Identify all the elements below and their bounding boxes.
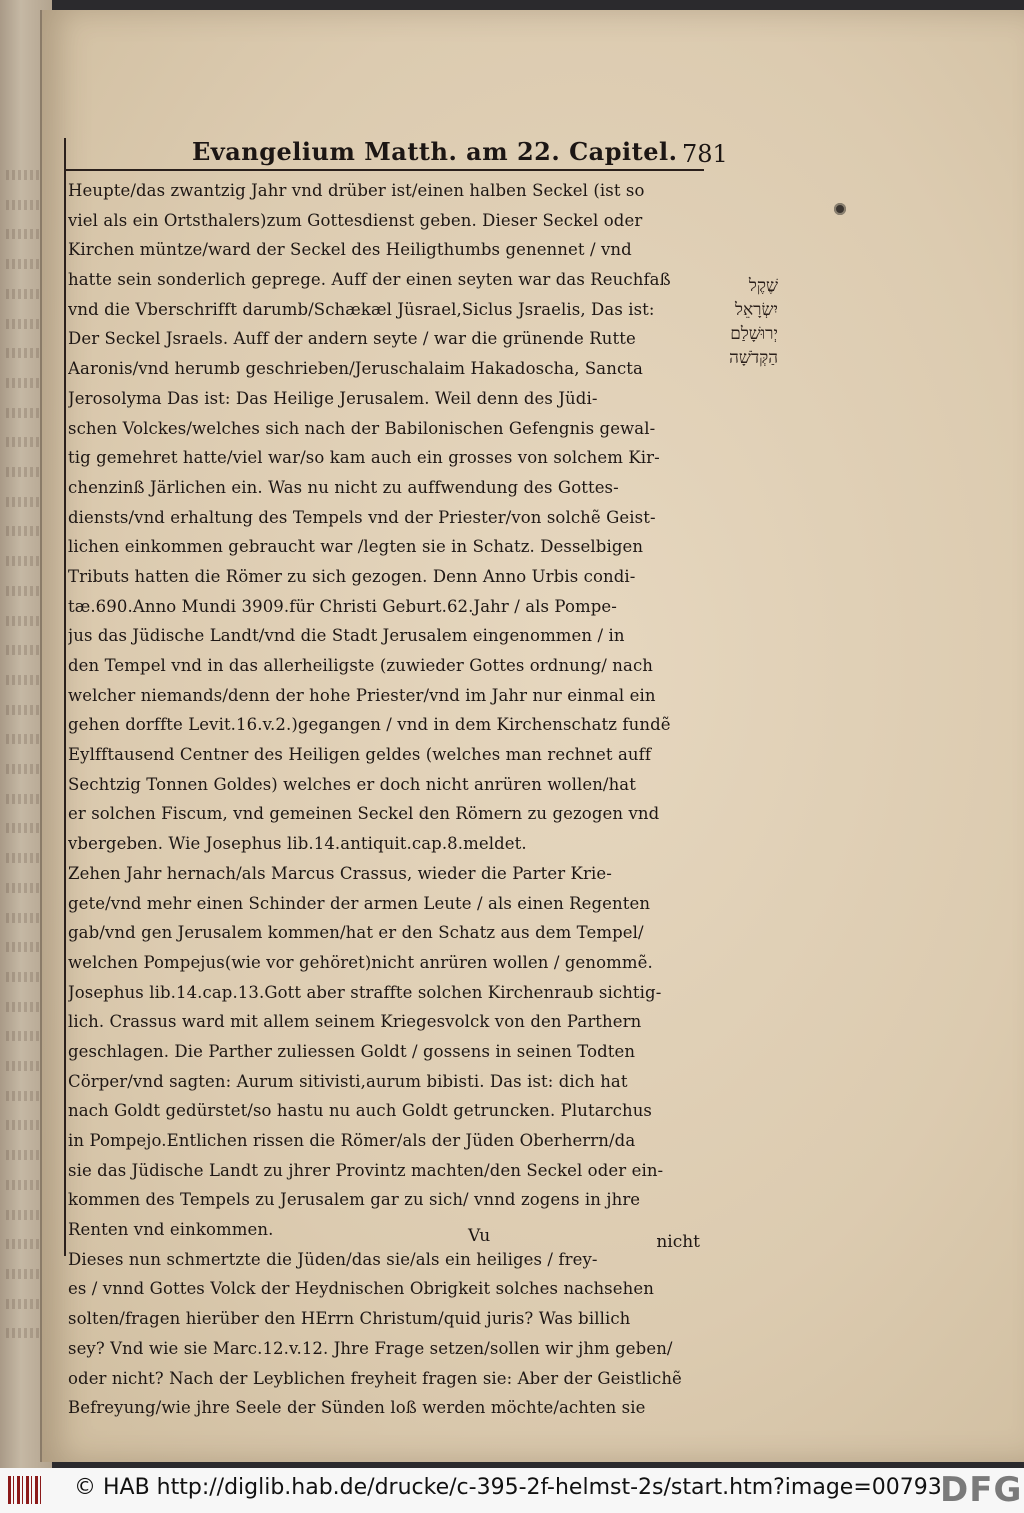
text-line: oder nicht? Nach der Leyblichen freyheit fragen sie: Aber der Geistlichẽ <box>68 1368 682 1388</box>
text-line: welchen Pompejus(wie vor gehöret)nicht anrüren wollen / genommẽ. <box>68 952 653 972</box>
book-page <box>40 10 1024 1462</box>
text-line: hatte sein sonderlich geprege. Auff der einen seyten war das Reuchfaß <box>68 270 671 290</box>
text-line: er solchen Fiscum, vnd gemeinen Seckel den Römern zu gezogen vnd <box>68 804 660 824</box>
text-line: Befreyung/wie jhre Seele der Sünden loß werden möchte/achten sie <box>68 1398 646 1418</box>
text-line: vbergeben. Wie Josephus lib.14.antiquit.cap.8.meldet. <box>68 834 527 854</box>
hebrew-word: הַקְּדֹשָׁה <box>729 348 778 368</box>
catchword: nicht <box>656 1232 700 1252</box>
text-line: viel als ein Ortsthalers)zum Gottesdienst geben. Dieser Seckel oder <box>68 210 643 230</box>
library-barcode-icon <box>8 1476 44 1504</box>
text-line: diensts/vnd erhaltung des Tempels vnd der Priester/von solchẽ Geist- <box>68 507 656 527</box>
text-line: Jerosolyma Das ist: Das Heilige Jerusalem. Weil denn des Jüdi- <box>68 388 598 408</box>
text-line: den Tempel vnd in das allerheiligste (zuwieder Gottes ordnung/ nach <box>68 656 654 675</box>
text-line: tæ.690.Anno Mundi 3909.für Christi Geburt.62.Jahr / als Pompe- <box>68 596 617 616</box>
text-line: Tributs hatten die Römer zu sich gezogen. Denn Anno Urbis condi- <box>68 566 636 586</box>
text-line: solten/fragen hierüber den HErrn Christum/quid juris? Was billich <box>68 1309 631 1329</box>
text-line: Der Seckel Jsraels. Auff der andern seyte / war die grünende Rutte <box>68 329 636 349</box>
text-line: tig gemehret hatte/viel war/so kam auch ein grosses von solchem Kir- <box>68 448 660 468</box>
text-line: kommen des Tempels zu Jerusalem gar zu sich/ vnnd zogens in jhre <box>68 1190 641 1210</box>
text-line: Dieses nun schmertzte die Jüden/das sie/als ein heiliges / frey- <box>68 1249 598 1269</box>
text-line: vnd die Vberschrifft darumb/Schækæl Jüsrael,Siclus Jsraelis, Das ist: <box>68 299 655 319</box>
text-line: in Pompejo.Entlichen rissen die Römer/als der Jüden Oberherrn/da <box>68 1131 636 1150</box>
hebrew-word: שֶׁקֶל <box>748 276 778 296</box>
hebrew-word: יְרוּשָׁלַם <box>730 324 778 344</box>
text-line: nach Goldt gedürstet/so hastu nu auch Goldt getruncken. Plutarchus <box>68 1101 652 1121</box>
running-head: Evangelium Matth. am 22. Capitel. <box>192 137 678 166</box>
text-line: lichen einkommen gebraucht war /legten sie in Schatz. Desselbigen <box>68 537 644 557</box>
text-line: welcher niemands/denn der hohe Priester/vnd im Jahr nur einmal ein <box>68 685 656 705</box>
text-line: lich. Crassus ward mit allem seinem Kriegesvolck von den Parthern <box>68 1012 642 1032</box>
text-line: Josephus lib.14.cap.13.Gott aber straffte solchen Kirchenraub sichtig- <box>68 982 662 1002</box>
source-url-text[interactable]: © HAB http://diglib.hab.de/drucke/c-395-2f-helmst-2s/start.htm?image=00793 <box>74 1475 942 1500</box>
vertical-rule <box>64 138 66 1256</box>
page-number: 781 <box>682 140 728 168</box>
text-line: jus das Jüdische Landt/vnd die Stadt Jerusalem eingenommen / in <box>68 626 625 646</box>
text-line: Renten vnd einkommen. <box>68 1220 274 1240</box>
dfg-logo: DFG <box>940 1470 1023 1510</box>
hebrew-word: יִשְׂרָאֵל <box>735 300 778 320</box>
text-line: gab/vnd gen Jerusalem kommen/hat er den Schatz aus dem Tempel/ <box>68 923 644 943</box>
text-line: geschlagen. Die Parther zuliessen Goldt / gossens in seinen Todten <box>68 1041 636 1061</box>
text-line: chenzinß Järlichen ein. Was nu nicht zu auffwendung des Gottes- <box>68 477 619 497</box>
text-line: Eylfftausend Centner des Heiligen geldes (welches man rechnet auff <box>68 745 652 765</box>
margin-hebrew-note <box>678 274 778 370</box>
text-line: es / vnnd Gottes Volck der Heydnischen Obrigkeit solches nachsehen <box>68 1279 654 1299</box>
header-rule <box>64 169 704 171</box>
text-line: Aaronis/vnd herumb geschrieben/Jeruschalaim Hakadoscha, Sancta <box>68 359 643 379</box>
text-line: schen Volckes/welches sich nach der Babilonischen Gefengnis gewal- <box>68 418 656 438</box>
text-line: gehen dorffte Levit.16.v.2.)gegangen / vnd in dem Kirchenschatz fundẽ <box>68 715 671 735</box>
text-line: sey? Vnd wie sie Marc.12.v.12. Jhre Frage setzen/sollen wir jhm geben/ <box>68 1338 673 1358</box>
text-line: Zehen Jahr hernach/als Marcus Crassus, wieder die Parter Krie- <box>68 863 612 883</box>
page-footer-line <box>68 1226 700 1254</box>
text-line: Kirchen müntze/ward der Seckel des Heiligthumbs genennet / vnd <box>68 240 632 260</box>
text-line: Sechtzig Tonnen Goldes) welches er doch nicht anrüren wollen/hat <box>68 774 636 794</box>
pin-hole-mark <box>834 203 846 215</box>
text-line: gete/vnd mehr einen Schinder der armen Leute / als einen Regenten <box>68 893 651 913</box>
text-line: Cörper/vnd sagten: Aurum sitivisti,aurum bibisti. Das ist: dich hat <box>68 1071 628 1091</box>
viewer-footer <box>0 1468 1024 1513</box>
text-line: Heupte/das zwantzig Jahr vnd drüber ist/einen halben Seckel (ist so <box>68 181 645 200</box>
signature-mark: Vu <box>468 1226 491 1246</box>
text-line: sie das Jüdische Landt zu jhrer Provintz machten/den Seckel oder ein- <box>68 1160 664 1180</box>
